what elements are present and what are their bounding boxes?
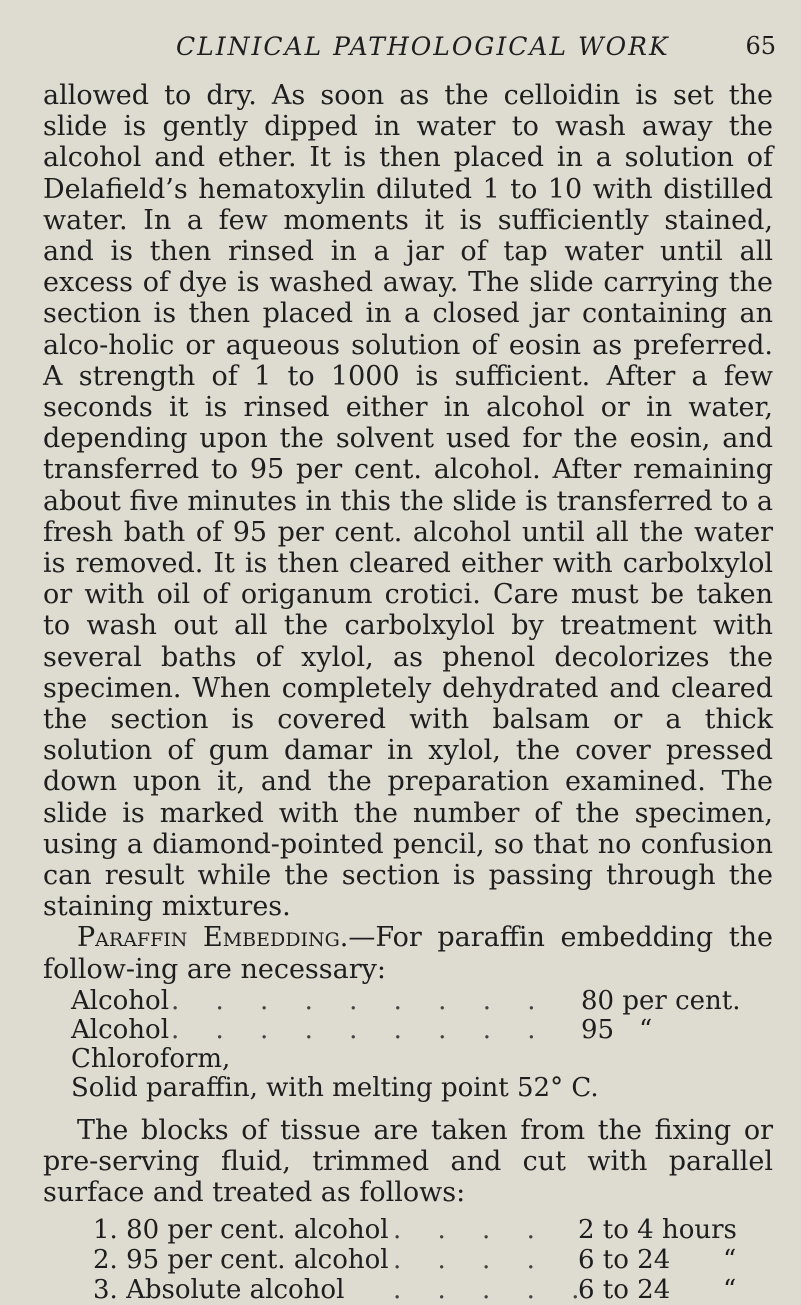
page-number: 65 bbox=[745, 32, 776, 60]
material-name: Alcohol bbox=[71, 985, 170, 1016]
materials-list bbox=[71, 987, 773, 1103]
list-item bbox=[71, 1045, 773, 1074]
leader-dots: . . . . . bbox=[393, 1274, 594, 1305]
material-strength: 80 per cent. bbox=[581, 985, 741, 1016]
list-item bbox=[93, 1215, 773, 1245]
material-strength: 95 bbox=[581, 1014, 615, 1045]
leader-dots: . . . . . . . . . bbox=[171, 1014, 550, 1045]
material-name: Alcohol bbox=[71, 1014, 170, 1045]
list-item bbox=[93, 1245, 773, 1275]
paragraph-paraffin-embedding bbox=[43, 922, 773, 984]
running-title: CLINICAL PATHOLOGICAL WORK bbox=[176, 32, 670, 61]
step-duration: 6 to 24 bbox=[578, 1274, 671, 1305]
steps-list bbox=[93, 1215, 773, 1305]
list-item bbox=[71, 987, 773, 1016]
list-item bbox=[71, 1074, 773, 1103]
ditto-mark: “ bbox=[723, 1244, 737, 1275]
list-item bbox=[71, 1016, 773, 1045]
leader-dots: . . . . . . . . . bbox=[171, 985, 550, 1016]
paragraph-treatment: The blocks of tissue are taken from the fixing or pre-serving fluid, trimmed and cut with parallel surface and treated as follows: bbox=[43, 1114, 773, 1209]
running-head bbox=[176, 32, 776, 66]
section-intro: —For paraffin embedding the follow-ing are necessary: bbox=[43, 922, 773, 985]
list-item bbox=[93, 1275, 773, 1305]
paragraph-staining: allowed to dry. As soon as the celloidin is set the slide is gently dipped in water to wash away the alcohol and ether. It is then placed in a solution of Delafield’s hematoxylin diluted 1 to 10 with distilled water. In a few moments it is sufficiently stained, and is then rinsed in a jar of tap water until all excess of dye is washed away. The slide carrying the section is then placed in a closed jar containing an alco-holic or aqueous solution of eosin as preferred. A strength of 1 to 1000 is sufficient. After a few seconds it is rinsed either in alcohol or in water, depending upon the solvent used for the eosin, and transferred to 95 per cent. alcohol. After remaining about five minutes in this the slide is transferred to a fresh bath of 95 per cent. alcohol until all the water is removed. It is then cleared either with carbolxylol or with oil of origanum crotici. Care must be taken to wash out all the carbolxylol by treatment with several baths of xylol, as phenol decolorizes the specimen. When completely dehydrated and cleared the section is covered with balsam or a thick solution of gum damar in xylol, the cover pressed down upon it, and the preparation examined. The slide is marked with the number of the specimen, using a diamond-pointed pencil, so that no confusion can result while the section is passing through the staining mixtures. bbox=[43, 80, 773, 923]
step-duration: 6 to 24 bbox=[578, 1244, 671, 1275]
step-name: 1. 80 per cent. alcohol bbox=[93, 1214, 389, 1245]
leader-dots: . . . . bbox=[393, 1244, 549, 1275]
leader-dots: . . . . bbox=[393, 1214, 549, 1245]
step-duration: 2 to 4 hours bbox=[578, 1214, 737, 1245]
step-name: 3. Absolute alcohol bbox=[93, 1274, 345, 1305]
body-text bbox=[43, 80, 773, 1305]
step-name: 2. 95 per cent. alcohol bbox=[93, 1244, 389, 1275]
ditto-mark: “ bbox=[639, 1014, 653, 1045]
ditto-mark: “ bbox=[723, 1274, 737, 1305]
material-name: Chloroform, bbox=[71, 1043, 231, 1074]
material-name: Solid paraffin, with melting point 52° C. bbox=[71, 1072, 599, 1103]
section-heading: Paraffin Embedding. bbox=[77, 922, 349, 954]
